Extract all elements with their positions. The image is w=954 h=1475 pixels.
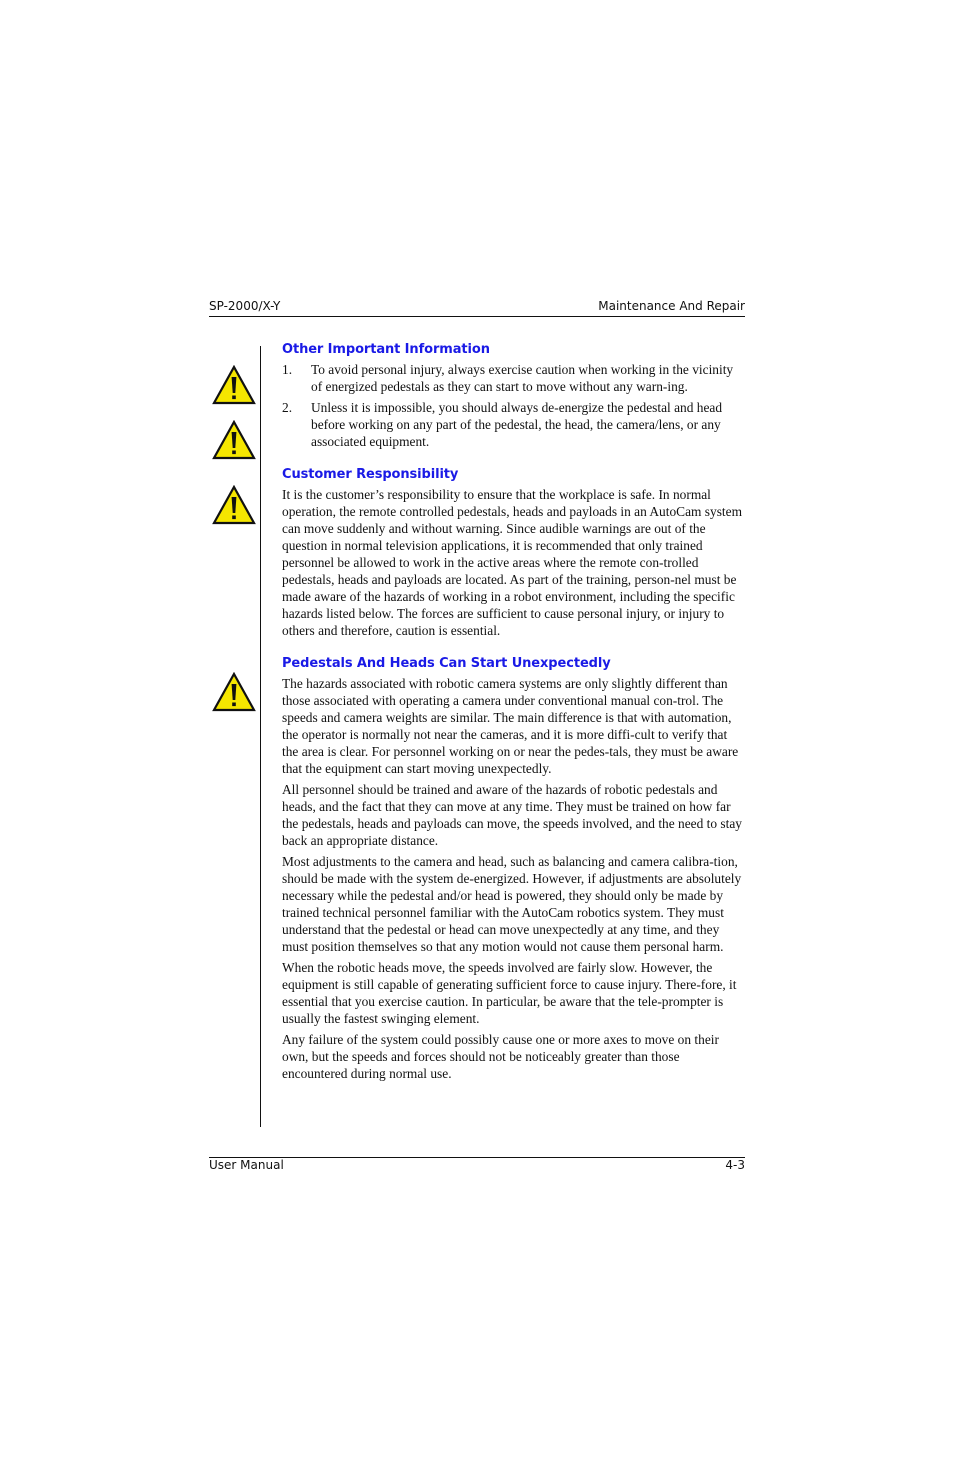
list-number: 1. bbox=[282, 362, 293, 377]
section-pedestals-and-heads bbox=[282, 655, 745, 1082]
page-body bbox=[282, 341, 745, 1086]
numbered-list bbox=[282, 361, 745, 450]
footer-page-number: 4-3 bbox=[725, 1158, 745, 1172]
paragraph: When the robotic heads move, the speeds involved are fairly slow. However, the equipment is still capable of generating sufficient force to cause injury. There-fore, it essential that you exercise caution. In particular, be aware that the tele-prompter is usually the fastest swinging element. bbox=[282, 960, 737, 1026]
warning-triangle-icon bbox=[212, 672, 256, 712]
section-heading: Pedestals And Heads Can Start Unexpectedly bbox=[282, 656, 611, 671]
paragraph: Most adjustments to the camera and head, such as balancing and camera calibra-tion, should be made with the system de-energized. However, if adjustments are absolutely necessary while the pedestal and/or head is powered, they should only be made by trained technical personnel familiar with the AutoCam robotics system. They must understand that the pedestal or head can move unexpectedly at any time, and they must position themselves so that any motion would not cause them personal harm. bbox=[282, 854, 742, 954]
list-item bbox=[282, 361, 745, 395]
list-text: To avoid personal injury, always exercise caution when working in the vicinity of energized pedestals as they can start to move without any warn-ing. bbox=[311, 362, 734, 394]
header-doc-id: SP-2000/X-Y bbox=[209, 299, 281, 313]
warning-triangle-icon bbox=[212, 485, 256, 525]
footer-doc-type: User Manual bbox=[209, 1158, 284, 1172]
warning-triangle-icon bbox=[212, 365, 256, 405]
list-item bbox=[282, 399, 745, 450]
section-other-important-information bbox=[282, 341, 745, 450]
margin-rule bbox=[260, 346, 261, 1127]
header-chapter-title: Maintenance And Repair bbox=[598, 299, 745, 313]
paragraph: All personnel should be trained and aware of the hazards of robotic pedestals and heads, and the fact that they can move at any time. They must be trained on how far the pedestals, heads and payloads can move, the speeds involved, and the need to stay back an appropriate distance. bbox=[282, 782, 742, 848]
warning-triangle-icon bbox=[212, 420, 256, 460]
paragraph: The hazards associated with robotic camera systems are only slightly different than those associated with operating a camera under conventional manual con-trol. The speeds and camera weights are similar. The main difference is that with automation, the operator is normally not near the cameras, and it is more diffi-cult to verify that the area is clear. For personnel working on or near the pedes-tals, they must be aware that the equipment can start moving unexpectedly. bbox=[282, 676, 739, 776]
paragraph: Any failure of the system could possibly cause one or more axes to move on their own, but the speeds and forces should not be noticeably greater than those encountered during normal use. bbox=[282, 1032, 719, 1081]
list-text: Unless it is impossible, you should always de-energize the pedestal and head before working on any part of the pedestal, the head, the camera/lens, or any associated equipment. bbox=[311, 400, 723, 449]
page-footer bbox=[209, 1157, 745, 1172]
page-header bbox=[209, 299, 745, 317]
paragraph: It is the customer’s responsibility to ensure that the workplace is safe. In normal operation, the remote controlled pedestals, heads and payloads in an AutoCam system can move suddenly and without warning. Since audible warnings are out of the question in normal television applications, it is recommended that only trained personnel be allowed to work in the active areas where the remote con-trolled pedestals, heads and payloads are located. As part of the training, person-nel must be made aware of the hazards of working in a robot environment, including the specific hazards listed below. The forces are sufficient to cause personal injury, or injury to others and therefore, caution is essential. bbox=[282, 487, 743, 638]
list-number: 2. bbox=[282, 400, 293, 415]
section-heading: Customer Responsibility bbox=[282, 467, 459, 482]
section-heading: Other Important Information bbox=[282, 342, 490, 357]
section-customer-responsibility bbox=[282, 466, 745, 639]
